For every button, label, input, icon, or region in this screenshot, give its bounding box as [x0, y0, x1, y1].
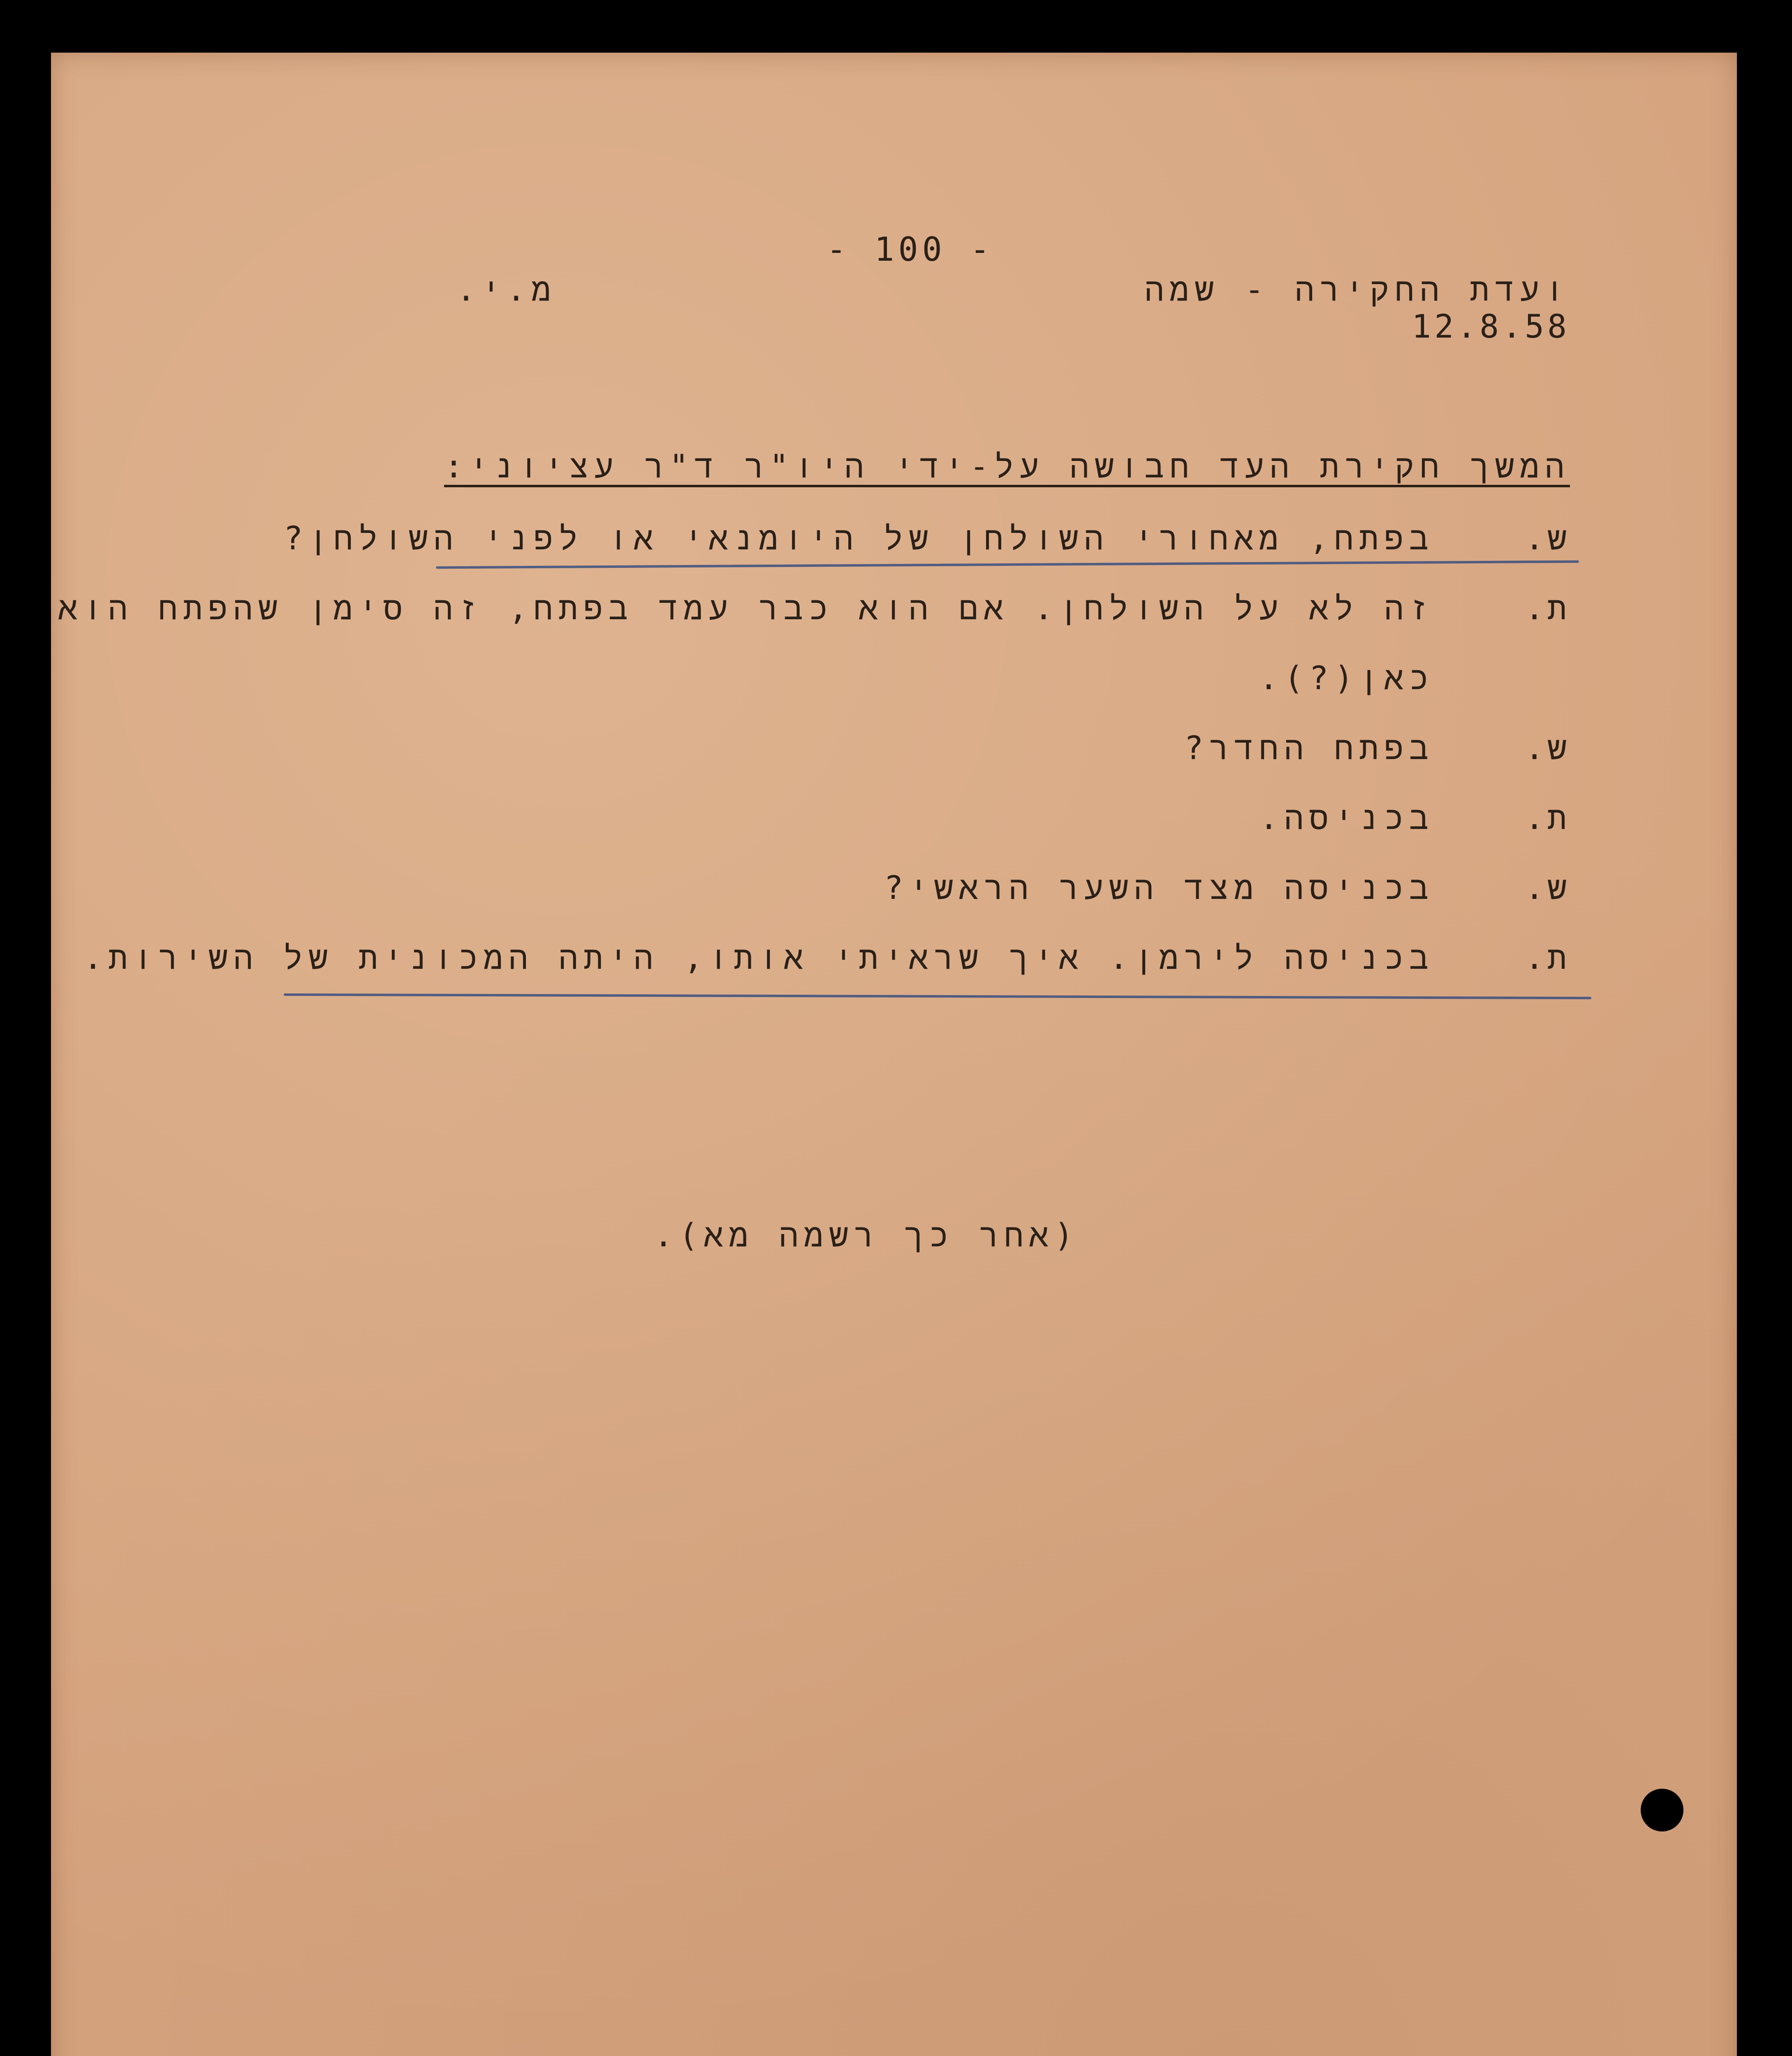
closing-note: (אחר כך רשמה מא).: [654, 1217, 1079, 1254]
transcript-line-4: בפתח החדר?: [1184, 730, 1434, 767]
transcript-line-1: בפתח, מאחורי השולחן של היומנאי או לפני השולחן?: [283, 520, 1434, 557]
transcript-marker-5: ת.: [1525, 800, 1570, 837]
committee-name: ועדת החקירה - שמה: [1144, 271, 1570, 308]
transcript-line-5: בכניסה.: [1259, 800, 1434, 837]
transcript-line-2: זה לא על השולחן. אם הוא כבר עמד בפתח, זה סימן שהפתח הוא: [58, 590, 1434, 627]
page-number: - 100 -: [827, 230, 994, 269]
session-date: 12.8.58: [1412, 308, 1570, 345]
transcript-marker-1: ש.: [1525, 520, 1570, 557]
transcript-line-6: בכניסה מצד השער הראשי?: [884, 870, 1434, 907]
transcript-line-3: כאן(?).: [1259, 660, 1434, 697]
section-title: המשך חקירת העד חבושה על-ידי היו"ר ד"ר עציוני:: [444, 448, 1570, 485]
transcript-line-7: בכניסה לירמן. איך שראיתי אותו, היתה המכונית של השירות.: [83, 940, 1434, 977]
transcript-marker-7: ת.: [1525, 940, 1570, 977]
transcript-marker-4: ש.: [1525, 730, 1570, 767]
typist-initials: מ.י.: [456, 271, 557, 308]
transcript-marker-6: ש.: [1525, 870, 1570, 907]
document-page: [51, 53, 1737, 2056]
transcript-marker-2: ת.: [1525, 590, 1570, 627]
punch-hole: [1641, 1789, 1683, 1831]
